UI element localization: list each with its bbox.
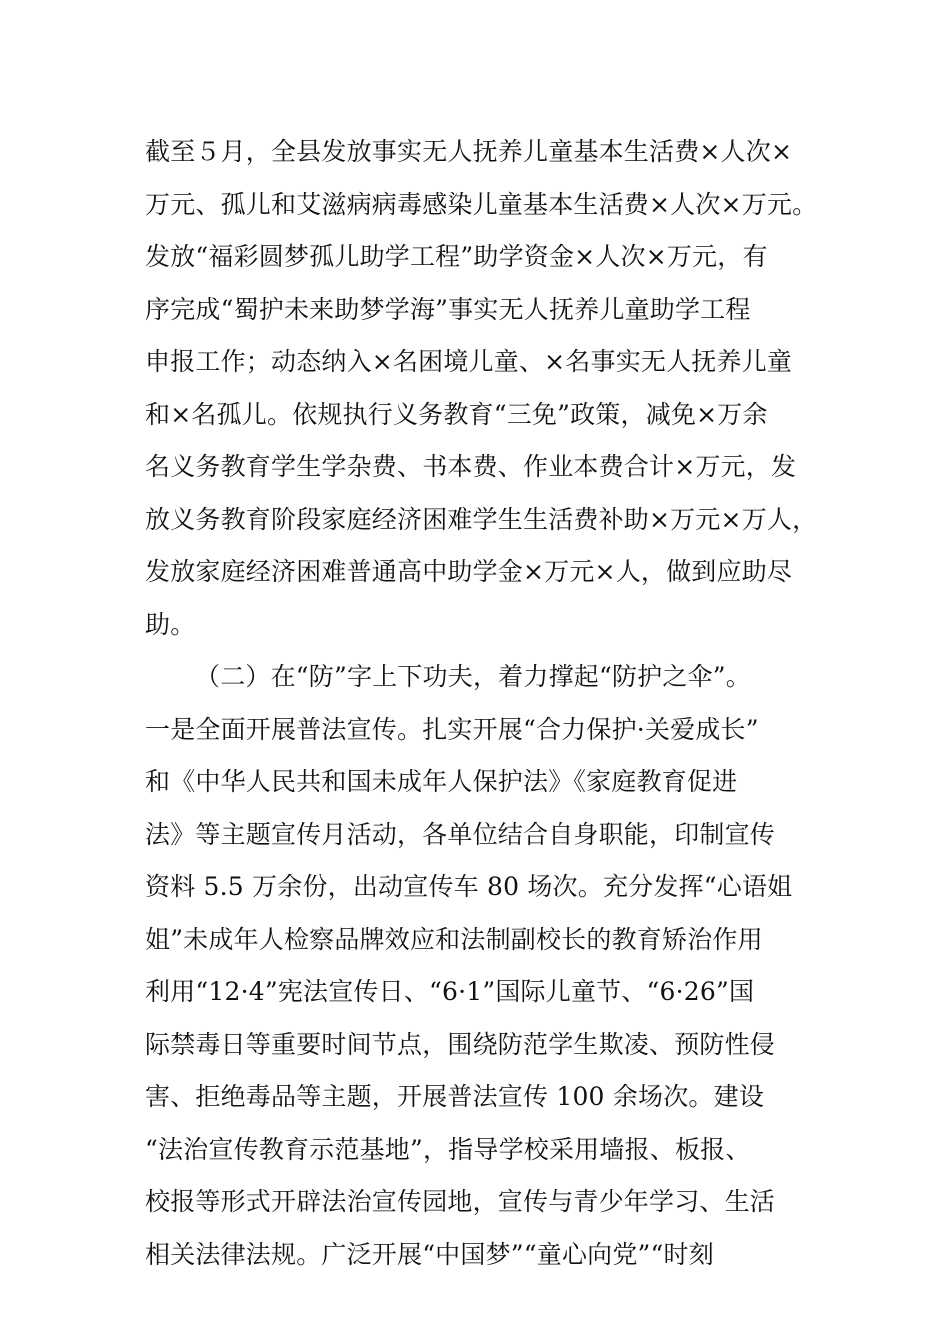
text-line: 利用“12·4”宪法宣传日、“6·1”国际儿童节、“6·26”国 <box>145 977 755 1006</box>
text-line: 法》等主题宣传月活动，各单位结合自身职能，印制宣传 <box>145 819 776 849</box>
text-line: 序完成“蜀护未来助梦学海”事实无人抚养儿童助学工程 <box>145 294 751 324</box>
text-line: 一是全面开展普法宣传。扎实开展“合力保护·关爱成长” <box>145 714 759 744</box>
text-line: 名义务教育学生学杂费、书本费、作业本费合计×万元，发 <box>145 452 797 481</box>
text-line: 害、拒绝毒品等主题，开展普法宣传 100 余场次。建设 <box>145 1082 765 1111</box>
text-line: 校报等形式开辟法治宣传园地，宣传与青少年学习、生活 <box>145 1187 776 1216</box>
text-line: 放义务教育阶段家庭经济困难学生生活费补助×万元×万人， <box>145 504 818 534</box>
text-line: “法治宣传教育示范基地”，指导学校采用墙报、板报、 <box>145 1134 751 1164</box>
text-line: 相关法律法规。广泛开展“中国梦”“童心向党”“时刻 <box>145 1239 714 1269</box>
text-line: 际禁毒日等重要时间节点，围绕防范学生欺凌、预防性侵 <box>145 1029 776 1059</box>
text-line: 截至５月，全县发放事实无人抚养儿童基本生活费×人次× <box>145 137 793 166</box>
text-line: 万元、孤儿和艾滋病病毒感染儿童基本生活费×人次×万元。 <box>145 189 818 219</box>
text-line: 资料 5.5 万余份，出动宣传车 80 场次。充分发挥“心语姐 <box>145 872 793 901</box>
text-line: 姐”未成年人检察品牌效应和法制副校长的教育矫治作用 <box>145 924 763 954</box>
section-heading-line: （二）在“防”字上下功夫，着力撑起“防护之伞”。 <box>195 662 751 691</box>
text-line: 发放家庭经济困难普通高中助学金×万元×人，做到应助尽 <box>145 557 793 586</box>
text-line: 申报工作；动态纳入×名困境儿童、×名事实无人抚养儿童 <box>145 347 793 376</box>
text-line: 助。 <box>145 609 196 639</box>
text-line: 和×名孤儿。依规执行义务教育“三免”政策，减免×万余 <box>145 399 768 429</box>
text-line: 发放“福彩圆梦孤儿助学工程”助学资金×人次×万元，有 <box>145 242 768 271</box>
text-line: 和《中华人民共和国未成年人保护法》《家庭教育促进 <box>145 767 738 796</box>
body-text <box>145 126 825 1281</box>
